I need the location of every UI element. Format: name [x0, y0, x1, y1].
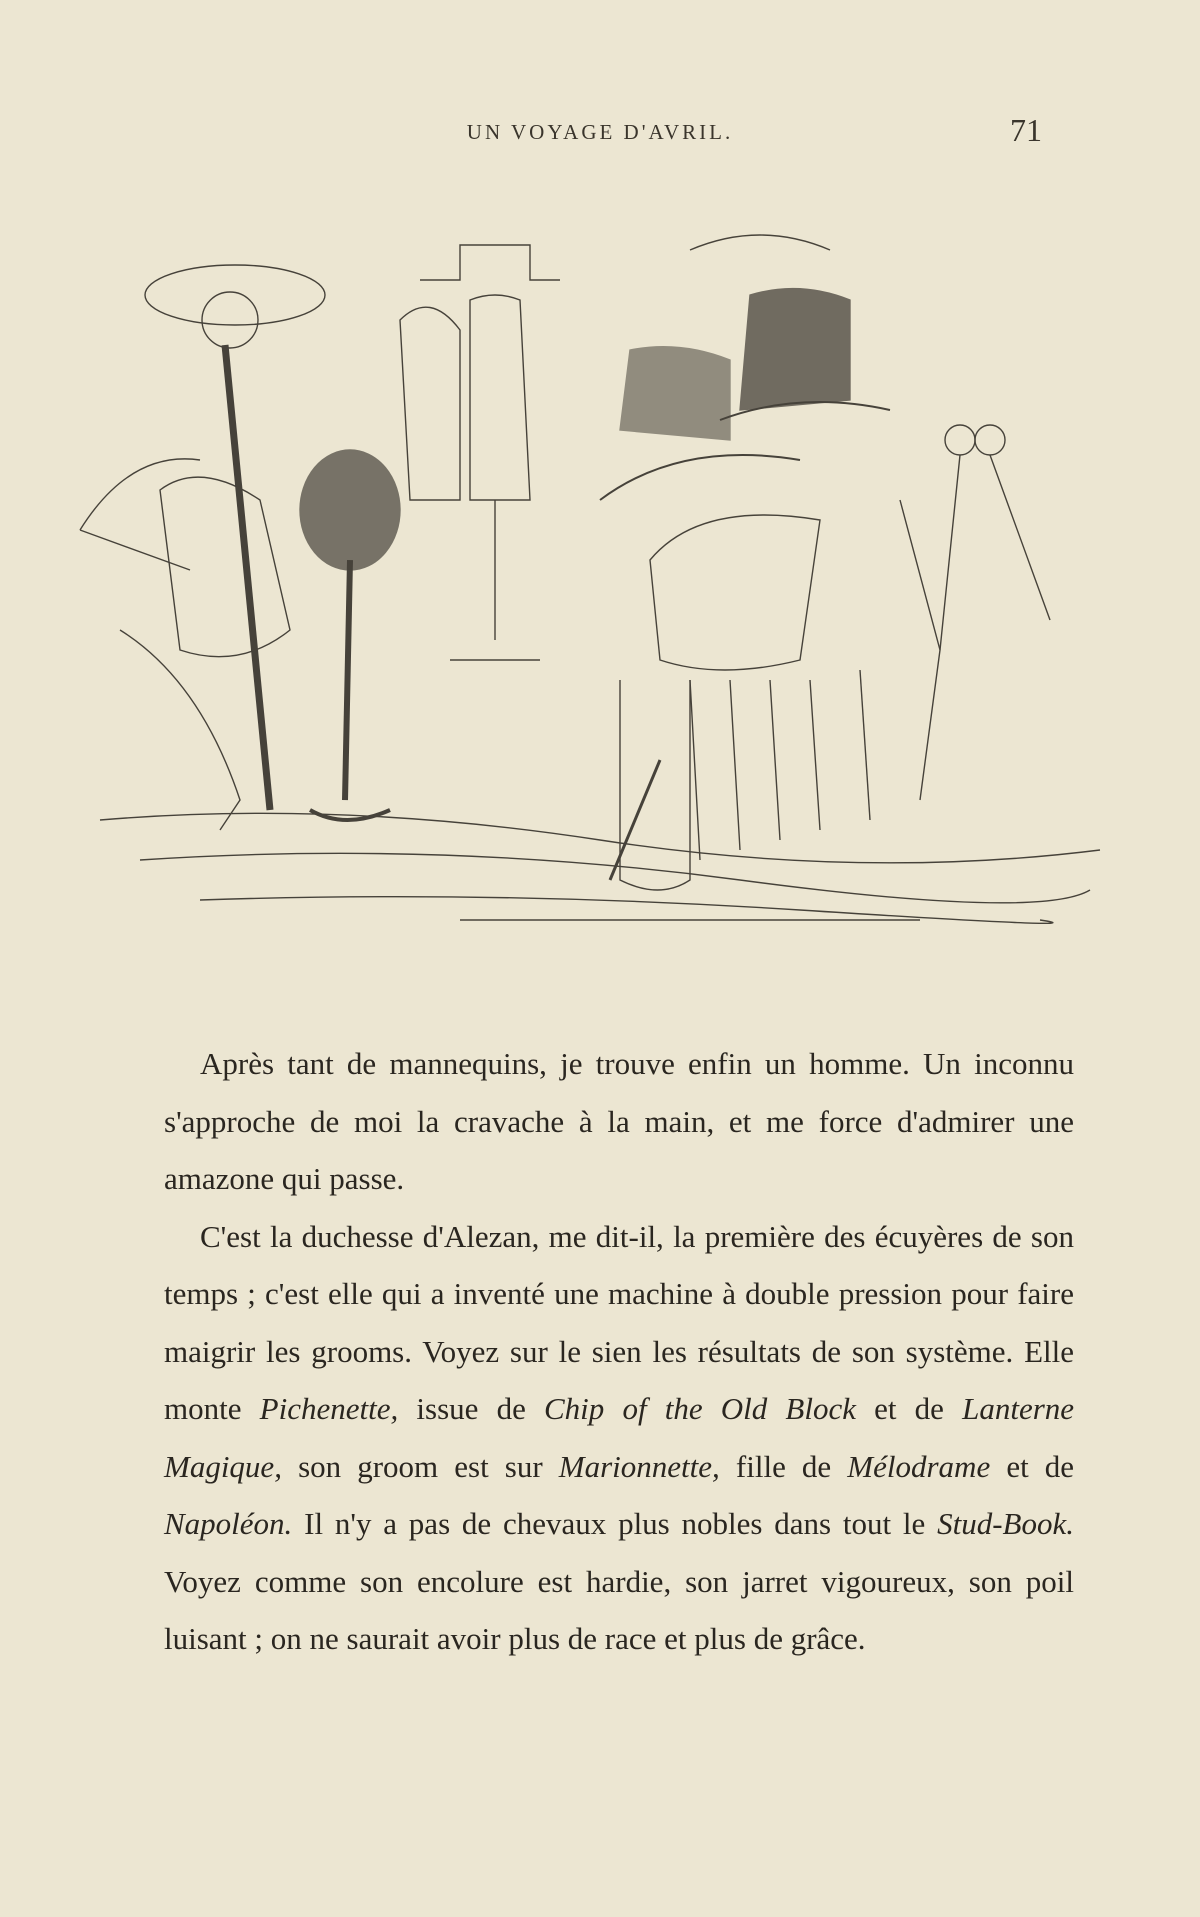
text-run: fille de: [735, 1448, 832, 1484]
italic-title: Marionnette,: [558, 1448, 720, 1484]
text-run: issue de: [416, 1391, 526, 1426]
text-run: Il n'y a pas de chevaux plus nobles dans tout le: [304, 1506, 926, 1541]
text-run: et de: [1006, 1448, 1075, 1484]
paragraph: [164, 1208, 1074, 1668]
italic-title: Chip of the Old Block: [544, 1391, 856, 1426]
engraving-illustration: [40, 200, 1160, 930]
running-head: [0, 112, 1200, 152]
text-run: et de: [874, 1391, 944, 1426]
text-run: C'est la duchesse d'Alezan, me dit-il, la première des écuyères de son temps ; c'est elle qui a inventé une machine à double pression pour faire maigrir les grooms. Voyez sur le sien les résultats de son système. Elle monte: [164, 1218, 1074, 1426]
page-number: 71: [1010, 112, 1042, 148]
italic-title: Stud-Book.: [937, 1506, 1075, 1541]
italic-title: Lanterne Magique,: [164, 1391, 1075, 1484]
italic-title: Mélodrame: [847, 1448, 991, 1484]
running-title: UN VOYAGE D'AVRIL.: [466, 120, 734, 144]
paragraph: Après tant de mannequins, je trouve enfin un homme. Un inconnu s'approche de moi la cravache à la main, et me force d'admirer une amazone qui passe.: [164, 1046, 1074, 1196]
text-run: Voyez comme son encolure est hardie, son jarret vigoureux, son poil luisant ; on ne saurait avoir plus de race et plus de grâce.: [164, 1563, 1074, 1656]
italic-title: Napoléon.: [164, 1506, 293, 1541]
engraving-drawing: [40, 200, 1160, 930]
text-run: son groom est sur: [298, 1448, 543, 1484]
italic-title: Pichenette,: [259, 1391, 399, 1426]
body-text: [164, 1035, 1074, 1668]
